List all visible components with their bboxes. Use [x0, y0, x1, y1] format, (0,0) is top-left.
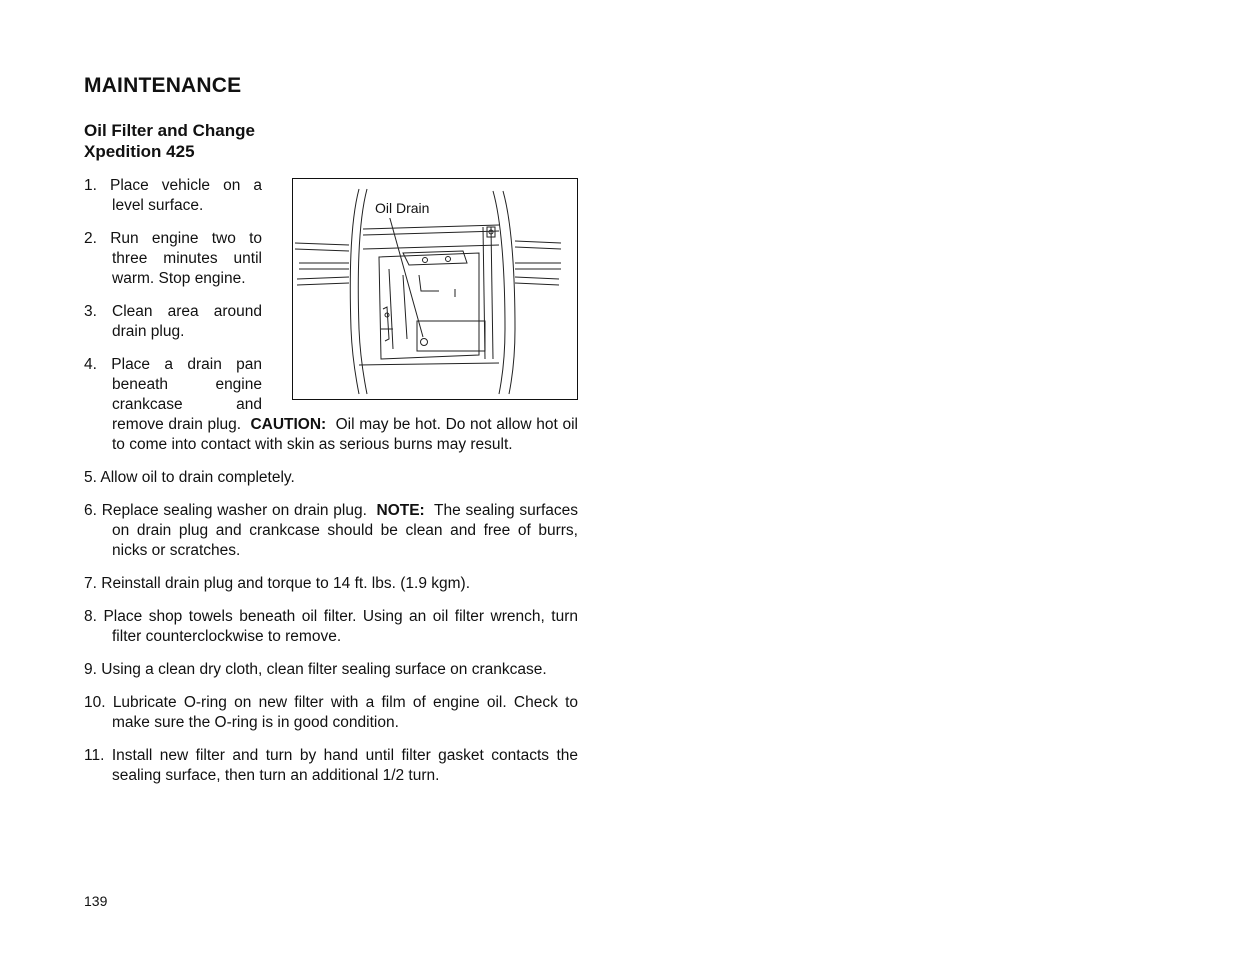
step-text: Using a clean dry cloth, clean filter sealing surface on crankcase.	[101, 661, 547, 678]
step-text: Replace sealing washer on drain plug.	[101, 502, 367, 519]
maintenance-steps	[84, 176, 578, 799]
step-number: 10.	[84, 694, 106, 711]
step-text: Place shop towels beneath oil filter. Using an oil filter wrench, turn filter counterclockwise to remove.	[103, 608, 578, 645]
step-text: Place vehicle on a level surface.	[109, 177, 262, 214]
step-number: 5.	[84, 469, 97, 486]
step-text: Reinstall drain plug and torque to 14 ft. lbs. (1.9 kgm).	[101, 575, 471, 592]
oil-drain-diagram	[293, 179, 579, 401]
step-text: Install new filter and turn by hand until filter gasket contacts the sealing surface, then turn an additional 1/2 turn.	[111, 747, 579, 784]
step-number: 4.	[84, 356, 97, 373]
step-8	[84, 607, 578, 647]
step-text: Run engine two to three minutes until warm. Stop engine.	[110, 230, 262, 287]
step-number: 1.	[84, 177, 97, 194]
step-10	[84, 693, 578, 733]
step-9	[84, 660, 578, 680]
step-number: 6.	[84, 502, 97, 519]
step-text: Allow oil to drain completely.	[100, 469, 295, 486]
section-title-line-1: Oil Filter and Change	[84, 121, 255, 140]
page-title: MAINTENANCE	[84, 74, 242, 97]
step-11	[84, 746, 578, 786]
step-5	[84, 468, 578, 488]
step-text: Place a drain pan beneath engine crankcase and remove drain plug.	[111, 356, 263, 433]
note-label: NOTE:	[376, 502, 425, 519]
step-number: 8.	[84, 608, 97, 625]
step-number: 2.	[84, 230, 97, 247]
step-text: Lubricate O-ring on new filter with a film of engine oil. Check to make sure the O-ring is in good condition.	[112, 694, 578, 731]
step-number: 11.	[84, 747, 105, 764]
oil-drain-illustration	[292, 178, 578, 400]
step-6	[84, 501, 578, 561]
note-text: The sealing surfaces on drain plug and crankcase should be clean and free of burrs, nicks or scratches.	[112, 502, 578, 559]
caution-text: Oil may be hot. Do not allow hot oil to come into contact with skin as serious burns may result.	[112, 416, 578, 453]
step-number: 7.	[84, 575, 97, 592]
step-7	[84, 574, 578, 594]
section-title	[84, 120, 255, 162]
caution-label: CAUTION:	[250, 416, 327, 433]
step-text: Clean area around drain plug.	[112, 303, 262, 340]
step-number: 9.	[84, 661, 97, 678]
page-number: 139	[84, 893, 108, 909]
step-number: 3.	[84, 303, 97, 320]
oil-drain-label: Oil Drain	[375, 200, 430, 216]
section-title-line-2: Xpedition 425	[84, 142, 195, 161]
